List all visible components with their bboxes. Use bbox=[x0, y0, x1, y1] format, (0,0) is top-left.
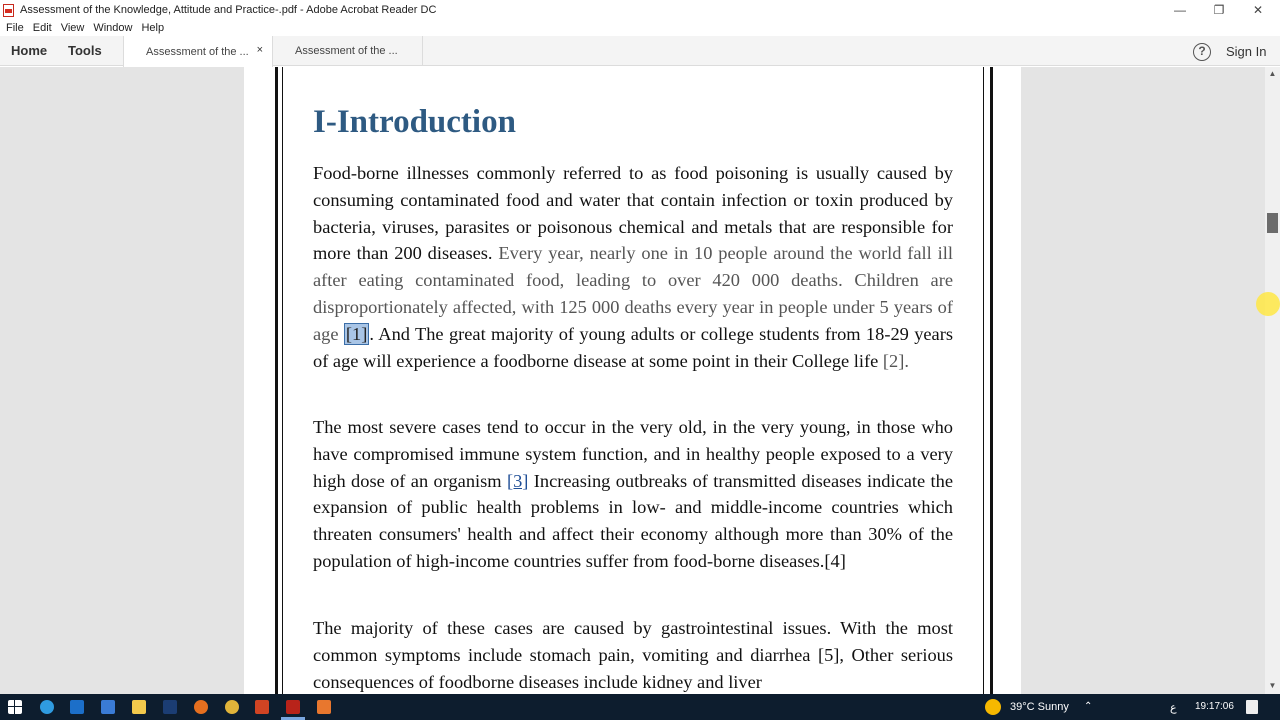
citation-3-link[interactable]: [3] bbox=[506, 470, 529, 491]
title-bar bbox=[0, 0, 1280, 20]
scroll-down-icon[interactable]: ▼ bbox=[1268, 681, 1277, 690]
chrome-icon[interactable] bbox=[225, 700, 239, 714]
close-tab-icon[interactable]: × bbox=[256, 44, 263, 56]
paragraph-2-text-a: The most severe cases tend to occur in the very old, in the very young, in those who have compromised immune system function, and in healthy people exposed to a very high dose of an organism bbox=[313, 417, 953, 491]
document-tab[interactable] bbox=[273, 36, 423, 66]
menu-window[interactable]: Window bbox=[93, 22, 133, 34]
home-tab[interactable]: Home bbox=[11, 43, 48, 58]
document-tab-label: Assessment of the ... bbox=[295, 45, 398, 57]
paragraph-1 bbox=[313, 160, 953, 374]
paragraph-1-text-a: Food-borne illnesses commonly referred to as food poisoning is usually caused by consuming contaminated food and water that contain infection or toxin produced by bacteria, viruses, parasites or poisonous chemical and metals that are responsible for more than 200 diseases. bbox=[313, 163, 953, 264]
edge-icon[interactable] bbox=[40, 700, 54, 714]
citation-2[interactable]: [2]. bbox=[882, 350, 909, 371]
cursor-highlight bbox=[1256, 292, 1280, 316]
menu-view[interactable]: View bbox=[60, 22, 85, 34]
clock-text[interactable]: 19:17:06 bbox=[1195, 701, 1234, 712]
windows-taskbar bbox=[0, 694, 1280, 720]
vertical-scrollbar[interactable] bbox=[1265, 67, 1280, 694]
windows-start-icon[interactable] bbox=[8, 700, 22, 714]
minimize-button[interactable]: — bbox=[1174, 3, 1186, 17]
window-title: Assessment of the Knowledge, Attitude and Practice-.pdf - Adobe Acrobat Reader DC bbox=[20, 4, 437, 16]
menu-help[interactable]: Help bbox=[141, 22, 165, 34]
photoshop-icon[interactable] bbox=[163, 700, 177, 714]
sign-in-button[interactable]: Sign In bbox=[1226, 44, 1267, 59]
firefox-icon[interactable] bbox=[194, 700, 208, 714]
notification-icon[interactable] bbox=[1246, 700, 1258, 714]
citation-1-highlight[interactable]: [1] bbox=[345, 323, 368, 344]
acrobat-icon bbox=[3, 4, 14, 17]
document-tab-label: Assessment of the ... bbox=[146, 45, 249, 58]
language-indicator[interactable]: ع bbox=[1170, 702, 1177, 714]
tools-tab[interactable]: Tools bbox=[68, 43, 102, 58]
paragraph-3-text: The majority of these cases are caused by gastrointestinal issues. With the most common symptoms include stomach pain, vomiting and diarrhea [5], Other serious consequences of foodborne diseases include kidney and liver bbox=[313, 618, 953, 692]
weather-text[interactable]: 39°C Sunny bbox=[1010, 701, 1069, 713]
menu-file[interactable]: File bbox=[6, 22, 24, 34]
paragraph-1-text-c: . And The great majority of young adults or college students from 18-29 years of age will experience a foodborne disease at some point in their College life bbox=[313, 323, 953, 371]
paragraph-1-text-b: Every year, nearly one in 10 people around the world fall ill after eating contaminated food, leading to over 420 000 deaths. Children are disproportionately affected, with 125 000 deaths every year in people under 5 years of age bbox=[313, 243, 953, 344]
acrobat-taskbar-icon[interactable] bbox=[286, 700, 300, 714]
show-hidden-icons-icon[interactable]: ⌃ bbox=[1084, 701, 1093, 712]
paragraph-2-text-b: Increasing outbreaks of transmitted diseases indicate the expansion of public health problems in low- and middle-income countries which threaten consumers' health and affect their economy although more than 30% of the population of high-income countries suffer from food-borne diseases.[4] bbox=[313, 470, 953, 571]
powerpoint-icon[interactable] bbox=[255, 700, 269, 714]
file-explorer-icon[interactable] bbox=[132, 700, 146, 714]
section-heading: I-Introduction bbox=[313, 104, 516, 140]
close-window-button[interactable]: ✕ bbox=[1252, 3, 1264, 17]
paragraph-2 bbox=[313, 414, 953, 575]
mail-icon[interactable] bbox=[70, 700, 84, 714]
media-player-icon[interactable] bbox=[317, 700, 331, 714]
sunny-weather-icon bbox=[985, 699, 1001, 715]
app-icon[interactable] bbox=[101, 700, 115, 714]
document-tab-active[interactable] bbox=[123, 36, 273, 67]
help-icon[interactable]: ? bbox=[1193, 43, 1211, 61]
menu-bar bbox=[0, 20, 1280, 36]
paragraph-3 bbox=[313, 615, 953, 695]
menu-edit[interactable]: Edit bbox=[32, 22, 52, 34]
scroll-up-icon[interactable]: ▲ bbox=[1268, 69, 1277, 78]
restore-button[interactable]: ❐ bbox=[1213, 3, 1225, 17]
tab-bar bbox=[0, 36, 1280, 66]
scroll-thumb[interactable] bbox=[1267, 213, 1278, 233]
